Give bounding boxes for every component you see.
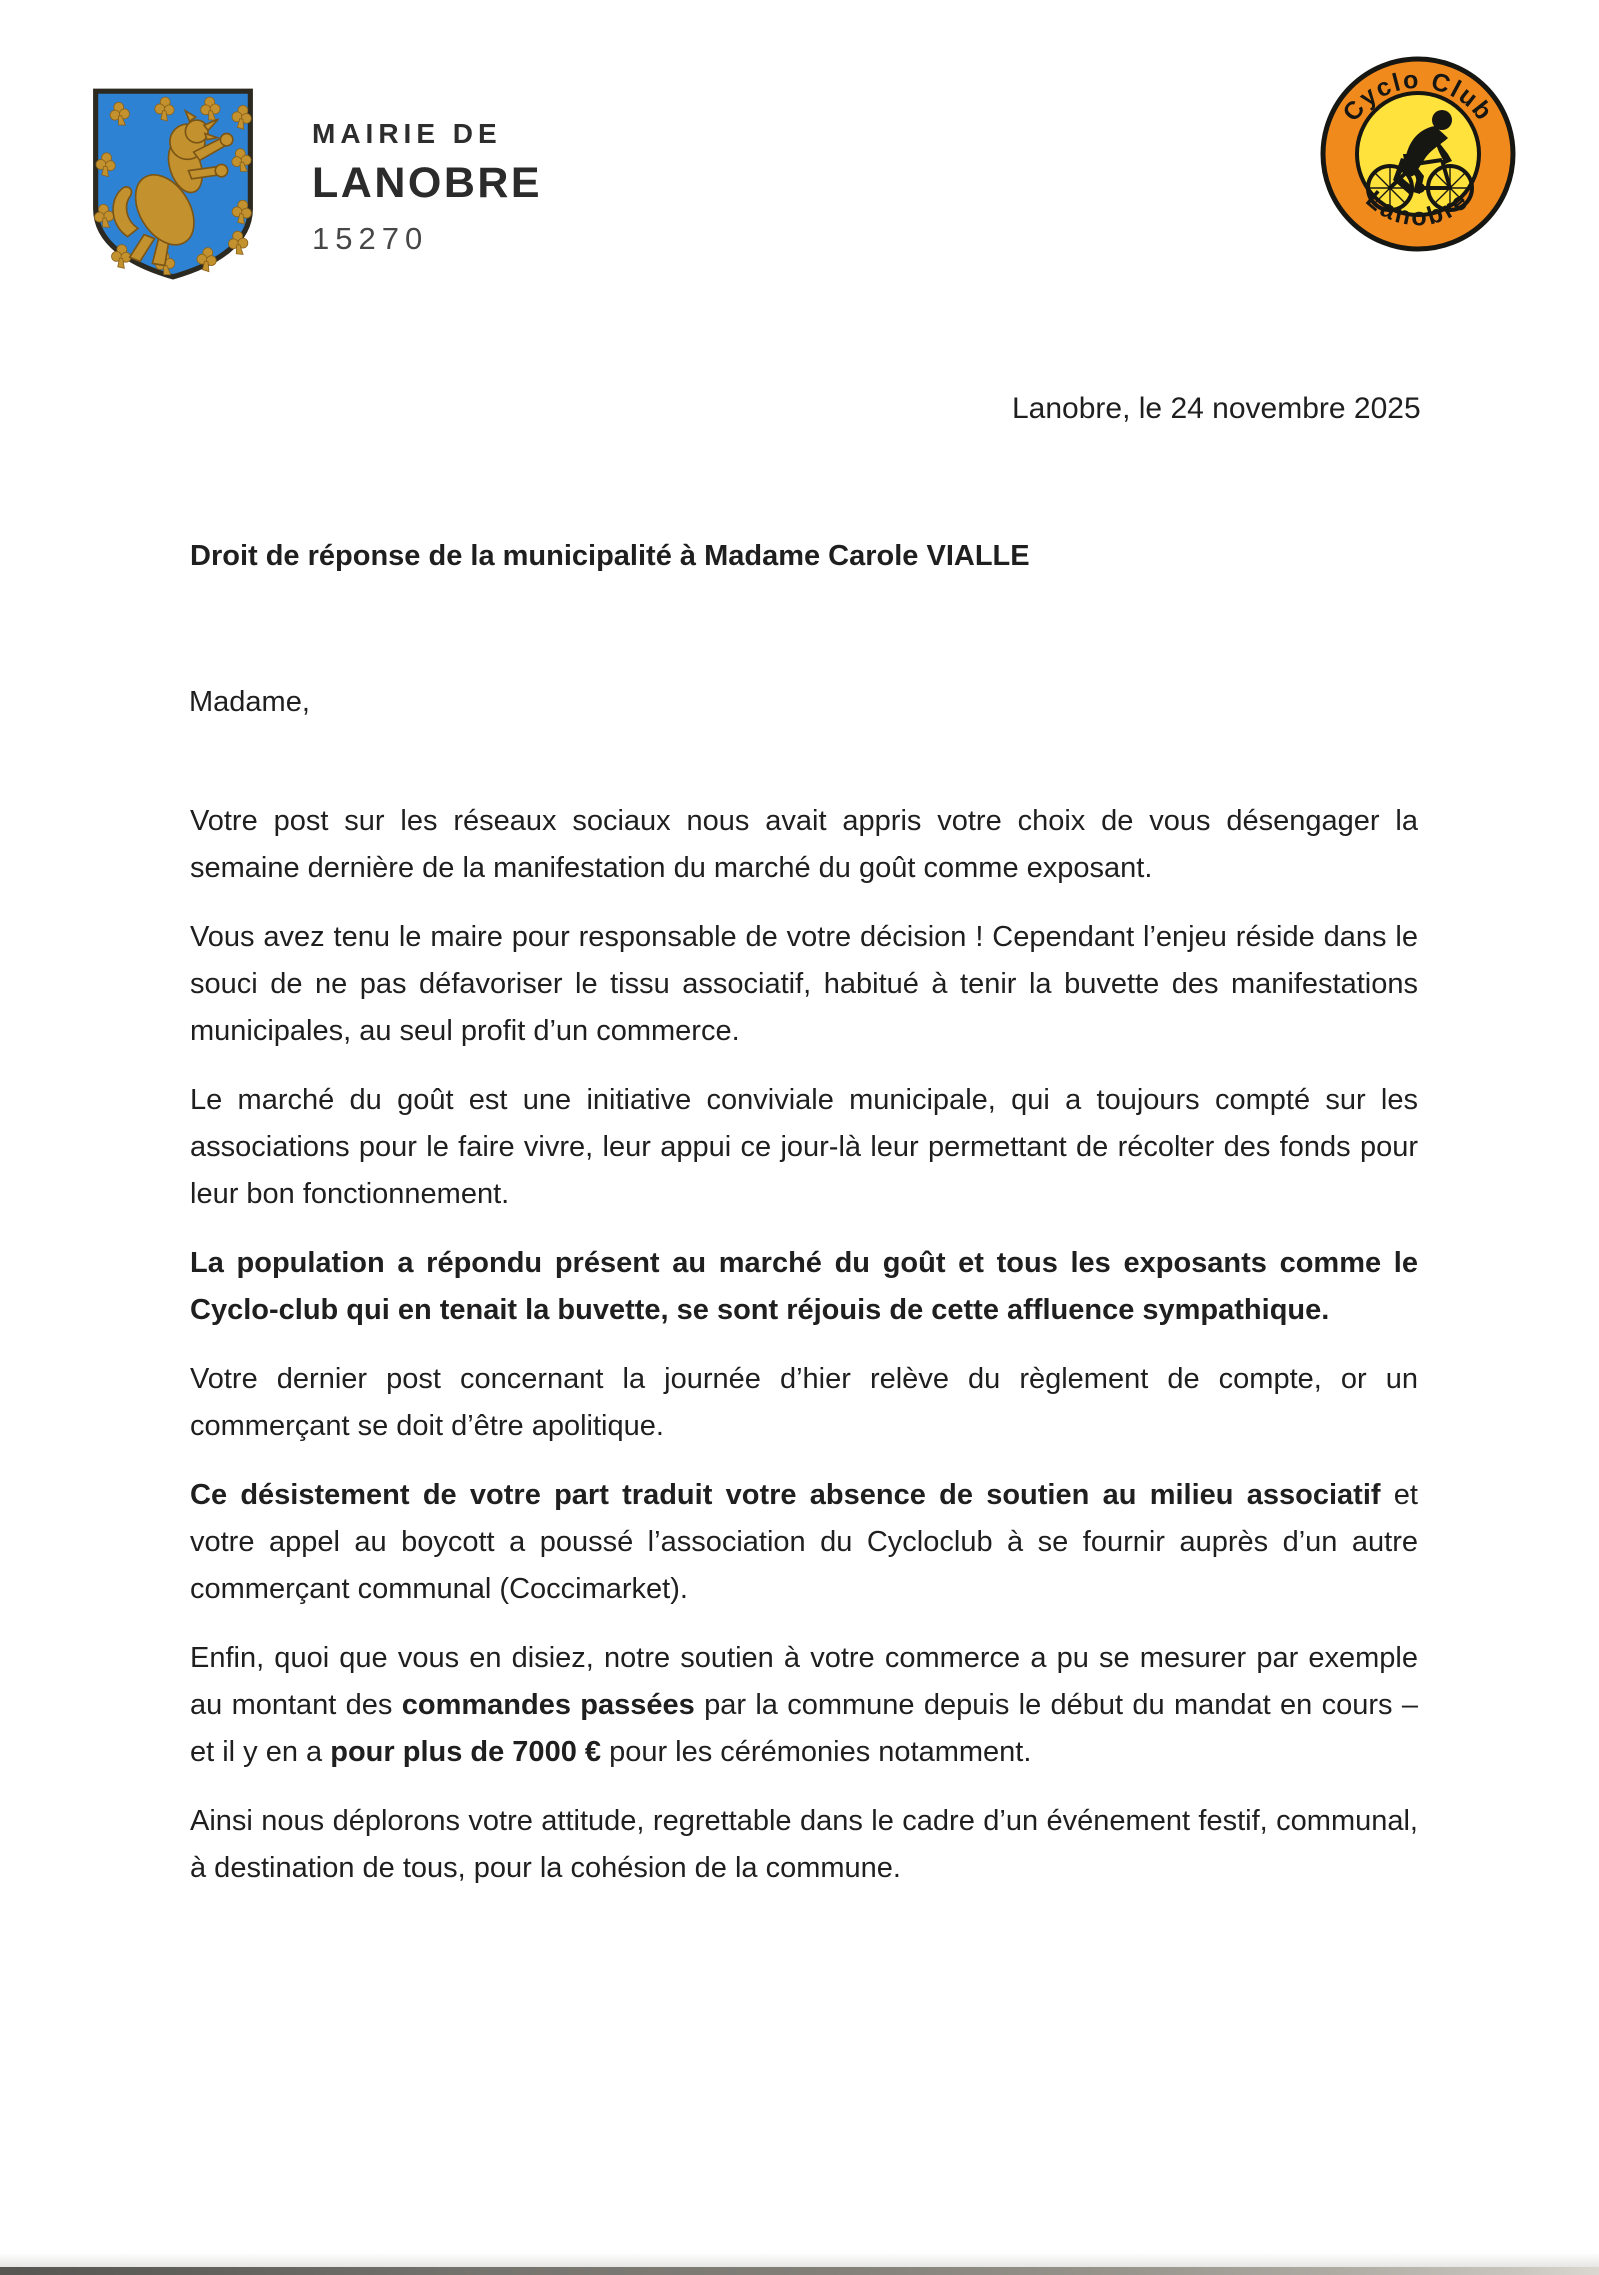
scan-artifact-line <box>0 2267 1599 2275</box>
salutation: Madame, <box>189 686 310 718</box>
mairie-header-block <box>312 118 542 257</box>
subject-line: Droit de réponse de la municipalité à Madame Carole VIALLE <box>190 540 1030 572</box>
cyclo-club-lanobre-logo-icon <box>1318 54 1518 254</box>
mairie-line1: MAIRIE DE <box>312 118 502 149</box>
date-line: Lanobre, le 24 novembre 2025 <box>1012 392 1421 425</box>
paragraph <box>190 1472 1418 1613</box>
bold-text-run: commandes passées <box>401 1689 695 1721</box>
paragraph <box>190 1356 1418 1450</box>
bold-text-run: La population a répondu présent au marché du goût et tous les exposants comme le Cyclo-club qui en tenait la buvette, se sont réjouis de cette affluence sympathique. <box>190 1247 1418 1326</box>
text-run: Enfin, quoi que vous en disiez, notre soutien à votre commerce a pu se mesurer par exemple au montant des <box>190 1642 1418 1721</box>
bold-text-run: Ce désistement de votre part traduit votre absence de soutien au milieu associatif <box>190 1479 1381 1511</box>
paragraph <box>190 914 1418 1055</box>
text-run: Vous avez tenu le maire pour responsable de votre décision ! Cependant l’enjeu réside dans le souci de ne pas défavoriser le tissu associatif, habitué à tenir la buvette des manifestations municipales, au seul profit d’un commerce. <box>190 921 1418 1047</box>
paragraph <box>190 798 1418 892</box>
text-run: Ainsi nous déplorons votre attitude, regrettable dans le cadre d’un événement festif, communal, à destination de tous, pour la cohésion de la commune. <box>190 1805 1418 1884</box>
mairie-postal-code: 15270 <box>312 221 429 256</box>
text-run: par la commune depuis le début du mandat en cours – et il y en a <box>190 1689 1418 1768</box>
paragraph <box>190 1240 1418 1334</box>
lanobre-coat-of-arms-icon <box>90 84 256 282</box>
bold-text-run: pour plus de 7000 € <box>330 1736 602 1768</box>
text-run: et votre appel au boycott a poussé l’association du Cycloclub à se fournir auprès d’un autre commerçant communal (Coccimarket). <box>190 1479 1418 1605</box>
mairie-line2: LANOBRE <box>312 159 543 207</box>
text-run: pour les cérémonies notamment. <box>601 1736 1032 1768</box>
text-run: Le marché du goût est une initiative conviviale municipale, qui a toujours compté sur les associations pour le faire vivre, leur appui ce jour-là leur permettant de récolter des fonds pour leur bon fonctionnement. <box>190 1084 1418 1210</box>
paragraph <box>190 1798 1418 1892</box>
club-logo-bottom-text: Lanobre <box>1360 185 1476 232</box>
paragraph <box>190 1077 1418 1218</box>
paragraph <box>190 1635 1418 1776</box>
scan-haze <box>0 2253 1599 2267</box>
letter-body <box>190 798 1418 1914</box>
text-run: Votre dernier post concernant la journée d’hier relève du règlement de compte, or un commerçant se doit d’être apolitique. <box>190 1363 1418 1442</box>
club-logo-top-text: Cyclo Club <box>1337 65 1499 127</box>
text-run: Votre post sur les réseaux sociaux nous avait appris votre choix de vous désengager la semaine dernière de la manifestation du marché du goût comme exposant. <box>190 805 1418 884</box>
